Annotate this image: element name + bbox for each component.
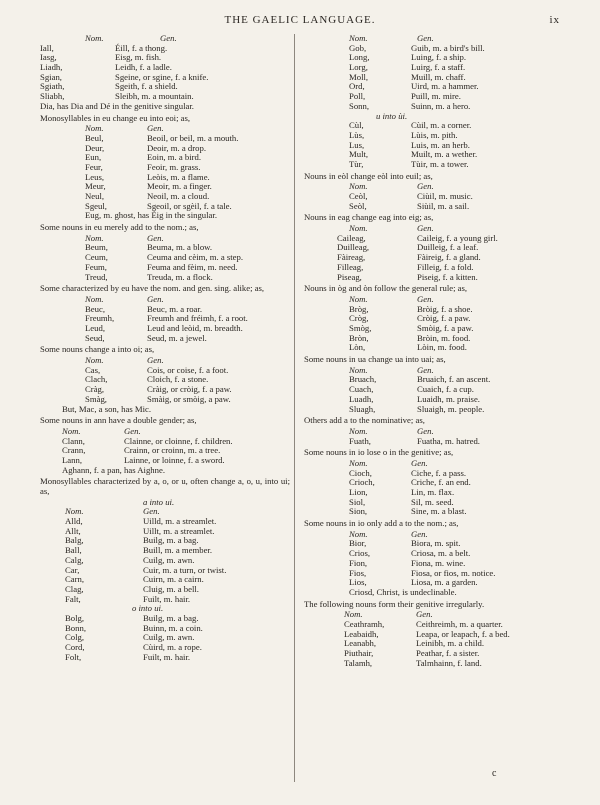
noun-row bbox=[40, 273, 290, 283]
nominative-heading: Nom. bbox=[349, 293, 368, 304]
genitive-form: Cois, or coise, f. a foot. bbox=[147, 364, 229, 375]
nominative-form: Allt, bbox=[65, 525, 81, 536]
genitive-form: Fàireig, f. a gland. bbox=[417, 252, 481, 263]
noun-row bbox=[40, 334, 290, 344]
genitive-form: Fiosa, or fios, m. notice. bbox=[411, 567, 496, 578]
nominative-form: Seud, bbox=[85, 332, 105, 343]
genitive-heading: Gen. bbox=[143, 506, 160, 517]
noun-row bbox=[304, 405, 566, 415]
genitive-form: Muilt, m. a wether. bbox=[411, 149, 478, 160]
genitive-form: Criche, f. an end. bbox=[411, 477, 471, 488]
genitive-form: Clainne, or cloinne, f. children. bbox=[124, 435, 233, 446]
nominative-form: Lorg, bbox=[349, 62, 368, 73]
genitive-form: Uird, m. a hammer. bbox=[411, 81, 479, 92]
rule-paragraph: Some nouns in eu merely add to the nom.; as, bbox=[40, 222, 199, 233]
nominative-form: Cràg, bbox=[85, 384, 105, 395]
genitive-form: Cuirn, m. a cairn. bbox=[143, 574, 204, 585]
noun-row bbox=[304, 343, 566, 353]
genitive-form: Fuilt, m. hair. bbox=[143, 593, 191, 604]
running-title: THE GAELIC LANGUAGE. bbox=[224, 14, 376, 26]
genitive-form: Leud and leòid, m. breadth. bbox=[147, 322, 243, 333]
nominative-form: Fuath, bbox=[349, 435, 371, 446]
genitive-heading: Gen. bbox=[417, 293, 434, 304]
nominative-form: Cioch, bbox=[349, 467, 372, 478]
genitive-form: Beuma, m. a blow. bbox=[147, 242, 213, 253]
genitive-form: Fiona, m. wine. bbox=[411, 557, 466, 568]
nominative-form: Smòg, bbox=[349, 322, 372, 333]
genitive-form: Neoil, m. a cloud. bbox=[147, 191, 210, 202]
genitive-form: Uilld, m. a streamlet. bbox=[143, 516, 217, 527]
nominative-form: Iasg, bbox=[40, 52, 57, 63]
nominative-form: Lios, bbox=[349, 577, 367, 588]
nominative-form: Lion, bbox=[349, 487, 368, 498]
genitive-form: Builg, m. a bag. bbox=[143, 535, 199, 546]
rule-paragraph: Some nouns in ua change ua into uai; as, bbox=[304, 354, 446, 365]
nominative-form: Moll, bbox=[349, 71, 369, 82]
nominative-form: Colg, bbox=[65, 632, 85, 643]
nominative-form: Ceathramh, bbox=[344, 619, 385, 629]
genitive-form: Cuilg, m. awn. bbox=[143, 554, 195, 565]
genitive-form: Bròig, f. a shoe. bbox=[417, 303, 473, 314]
genitive-form: Leòis, m. a flame. bbox=[147, 171, 210, 182]
genitive-form: Sgeoil, or sgèil, f. a tale. bbox=[147, 200, 232, 211]
genitive-form: Filleig, f. a fold. bbox=[417, 261, 474, 272]
genitive-form: Deoir, m. a drop. bbox=[147, 142, 207, 153]
nominative-heading: Nom. bbox=[349, 528, 368, 539]
genitive-form: Buinn, m. a coin. bbox=[143, 622, 203, 633]
genitive-heading: Gen. bbox=[147, 355, 164, 366]
genitive-form: Caileig, f. a young girl. bbox=[417, 232, 498, 243]
genitive-form: Ceithreimh, m. a quarter. bbox=[416, 619, 503, 629]
nominative-form: Treud, bbox=[85, 271, 108, 282]
genitive-form: Leinibh, m. a child. bbox=[416, 638, 485, 649]
signature-mark: c bbox=[492, 768, 497, 779]
nominative-form: Clach, bbox=[85, 374, 108, 385]
left-column bbox=[40, 34, 290, 662]
genitive-form: Meoir, m. a finger. bbox=[147, 181, 212, 192]
nominative-form: Cord, bbox=[65, 642, 85, 653]
genitive-form: Muill, m. chaff. bbox=[411, 71, 466, 82]
genitive-heading: Gen. bbox=[411, 528, 428, 539]
note-line: Aghann, f. a pan, has Aighne. bbox=[62, 464, 166, 475]
nominative-form: Cròg, bbox=[349, 313, 369, 324]
nominative-form: Bolg, bbox=[65, 612, 85, 623]
genitive-heading: Gen. bbox=[417, 364, 434, 375]
genitive-form: Eisg, m. fish. bbox=[115, 52, 162, 63]
nominative-form: Ceum, bbox=[85, 252, 108, 263]
nominative-form: Bruach, bbox=[349, 374, 377, 385]
genitive-heading: Gen. bbox=[147, 293, 164, 304]
genitive-form: Piseig, f. a kitten. bbox=[417, 271, 478, 282]
genitive-form: Lin, m. flax. bbox=[411, 487, 455, 498]
nominative-form: Beum, bbox=[85, 242, 108, 253]
nominative-heading: Nom. bbox=[85, 232, 104, 243]
nominative-form: Liadh, bbox=[40, 62, 63, 73]
genitive-form: Smàig, or smòig, a paw. bbox=[147, 393, 231, 404]
genitive-heading: Gen. bbox=[416, 609, 433, 620]
rule-paragraph: The following nouns form their genitive irregularly. bbox=[304, 598, 485, 609]
genitive-form: Sluaigh, m. people. bbox=[417, 403, 485, 414]
nominative-form: Fàireag, bbox=[337, 252, 366, 263]
noun-row bbox=[304, 102, 566, 112]
nominative-heading: Nom. bbox=[344, 609, 363, 620]
nominative-form: Filleag, bbox=[337, 261, 364, 272]
noun-row bbox=[40, 595, 290, 605]
genitive-form: Tùir, m. a tower. bbox=[411, 158, 469, 169]
genitive-form: Sgeith, f. a shield. bbox=[115, 81, 178, 92]
genitive-form: Cloich, f. a stone. bbox=[147, 374, 209, 385]
genitive-form: Cluig, m. a bell. bbox=[143, 583, 199, 594]
nominative-heading: Nom. bbox=[349, 425, 368, 436]
genitive-form: Buill, m. a member. bbox=[143, 545, 213, 556]
genitive-form: Biora, m. spit. bbox=[411, 538, 461, 549]
genitive-heading: Gen. bbox=[417, 425, 434, 436]
nominative-form: Leus, bbox=[85, 171, 105, 182]
nominative-form: Crann, bbox=[62, 445, 86, 456]
genitive-form: Sgeine, or sgine, f. a knife. bbox=[115, 71, 209, 82]
genitive-form: Cràig, or cròig, f. a paw. bbox=[147, 384, 232, 395]
subsection-heading: o into ui. bbox=[132, 603, 164, 614]
genitive-heading: Gen. bbox=[417, 223, 434, 234]
genitive-form: Cuaich, f. a cup. bbox=[417, 384, 474, 395]
nominative-form: Luadh, bbox=[349, 393, 374, 404]
nominative-form: Mult, bbox=[349, 149, 369, 160]
nominative-form: Sluagh, bbox=[349, 403, 376, 414]
genitive-form: Ciche, f. a pass. bbox=[411, 467, 467, 478]
nominative-form: Ball, bbox=[65, 545, 82, 556]
genitive-form: Lùis, m. pith. bbox=[411, 129, 458, 140]
genitive-heading: Gen. bbox=[411, 457, 428, 468]
genitive-heading: Gen. bbox=[160, 33, 177, 43]
rule-paragraph: Some characterized by eu have the nom. and gen. sing. alike; as, bbox=[40, 283, 265, 294]
nominative-form: Falt, bbox=[65, 593, 81, 604]
genitive-form: Talmhainn, f. land. bbox=[416, 657, 482, 668]
nominative-form: Lann, bbox=[62, 454, 83, 465]
genitive-form: Luis, m. an herb. bbox=[411, 139, 470, 150]
nominative-form: Talamh, bbox=[344, 657, 373, 668]
genitive-form: Fuilt, m. hair. bbox=[143, 651, 191, 662]
nominative-form: Clag, bbox=[65, 583, 84, 594]
genitive-form: Feuma and fèim, m. need. bbox=[147, 261, 238, 272]
genitive-form: Bruaich, f. an ascent. bbox=[417, 374, 491, 385]
nominative-form: Piuthair, bbox=[344, 648, 374, 659]
nominative-form: Bròn, bbox=[349, 332, 369, 343]
nominative-form: Siol, bbox=[349, 496, 366, 507]
genitive-form: Lòin, m. food. bbox=[417, 342, 467, 353]
nominative-form: Sgeul, bbox=[85, 200, 107, 211]
nominative-form: Bior, bbox=[349, 538, 367, 549]
note-line: But, Mac, a son, has Mic. bbox=[62, 403, 152, 414]
nominative-heading: Nom. bbox=[85, 293, 104, 304]
nominative-form: Freumh, bbox=[85, 313, 115, 324]
genitive-form: Luing, f. a ship. bbox=[411, 52, 467, 63]
nominative-form: Sliabh, bbox=[40, 91, 65, 102]
nominative-heading: Nom. bbox=[349, 457, 368, 468]
noun-row bbox=[304, 437, 566, 447]
genitive-form: Puill, m. mire. bbox=[411, 91, 461, 102]
nominative-form: Clann, bbox=[62, 435, 85, 446]
nominative-form: Leanabh, bbox=[344, 638, 377, 649]
nominative-heading: Nom. bbox=[349, 364, 368, 375]
nominative-heading: Nom. bbox=[85, 123, 104, 134]
nominative-form: Leabaidh, bbox=[344, 628, 379, 639]
genitive-form: Guib, m. a bird's bill. bbox=[411, 42, 485, 53]
rule-paragraph: Nouns in eag change eag into eig; as, bbox=[304, 212, 434, 223]
right-column bbox=[304, 34, 566, 668]
noun-row bbox=[304, 273, 566, 283]
nominative-form: Lòn, bbox=[349, 342, 366, 353]
nominative-form: Duilleag, bbox=[337, 242, 370, 253]
genitive-form: Builg, m. a bag. bbox=[143, 612, 199, 623]
genitive-heading: Gen. bbox=[124, 425, 141, 436]
nominative-form: Lùs, bbox=[349, 129, 365, 140]
rule-paragraph: Some nouns in io only add a to the nom.; as, bbox=[304, 518, 459, 529]
nominative-form: Leud, bbox=[85, 322, 106, 333]
genitive-form: Sil, m. seed. bbox=[411, 496, 454, 507]
nominative-form: Meur, bbox=[85, 181, 106, 192]
genitive-form: Cròig, f. a paw. bbox=[417, 313, 471, 324]
nominative-heading: Nom. bbox=[349, 33, 368, 43]
nominative-form: Iall, bbox=[40, 42, 54, 53]
nominative-form: Sion, bbox=[349, 506, 368, 517]
rule-paragraph: Some nouns in io lose o in the genitive; as, bbox=[304, 447, 454, 458]
nominative-form: Sonn, bbox=[349, 100, 370, 111]
nominative-form: Car, bbox=[65, 564, 80, 575]
genitive-form: Éill, f. a thong. bbox=[115, 42, 168, 53]
nominative-form: Sgiath, bbox=[40, 81, 65, 92]
nominative-form: Sgian, bbox=[40, 71, 62, 82]
genitive-heading: Gen. bbox=[147, 232, 164, 243]
subsection-heading: u into ùi. bbox=[376, 110, 408, 121]
genitive-form: Criosa, m. a belt. bbox=[411, 548, 471, 559]
nominative-form: Gob, bbox=[349, 42, 367, 53]
genitive-form: Ciùil, m. music. bbox=[417, 191, 473, 202]
nominative-form: Feum, bbox=[85, 261, 107, 272]
note-line: Criosd, Christ, is undeclinable. bbox=[349, 586, 457, 597]
genitive-form: Cuir, m. a turn, or twist. bbox=[143, 564, 227, 575]
genitive-form: Luirg, f. a staff. bbox=[411, 62, 466, 73]
genitive-form: Sine, m. a blast. bbox=[411, 506, 467, 517]
column-rule bbox=[294, 34, 295, 782]
genitive-form: Peathar, f. a sister. bbox=[416, 648, 480, 659]
noun-row bbox=[40, 653, 290, 663]
nominative-form: Smàg, bbox=[85, 393, 107, 404]
genitive-form: Freumh and fréimh, f. a root. bbox=[147, 313, 248, 324]
subsection-heading: a into ui. bbox=[143, 496, 175, 507]
nominative-form: Feur, bbox=[85, 161, 103, 172]
nominative-form: Cas, bbox=[85, 364, 101, 375]
nominative-form: Balg, bbox=[65, 535, 84, 546]
genitive-form: Treuda, m. a flock. bbox=[147, 271, 213, 282]
nominative-form: Fios, bbox=[349, 567, 367, 578]
genitive-form: Smòig, f. a paw. bbox=[417, 322, 474, 333]
nominative-heading: Nom. bbox=[65, 506, 84, 517]
genitive-form: Beoil, or beil, m. a mouth. bbox=[147, 132, 239, 143]
rule-paragraph: Monosyllables characterized by a, o, or u, often change a, o, u, into ui; as, bbox=[40, 476, 290, 497]
genitive-heading: Gen. bbox=[417, 33, 434, 43]
rule-paragraph: Monosyllables in eu change eu into eoi; as, bbox=[40, 112, 191, 123]
nominative-form: Ceòl, bbox=[349, 191, 368, 202]
nominative-heading: Nom. bbox=[85, 33, 104, 43]
nominative-form: Fion, bbox=[349, 557, 368, 568]
genitive-form: Cùird, m. a rope. bbox=[143, 642, 202, 653]
nominative-form: Carn, bbox=[65, 574, 85, 585]
genitive-form: Duilleig, f. a leaf. bbox=[417, 242, 479, 253]
rule-paragraph: Others add a to the nominative; as, bbox=[304, 415, 425, 426]
genitive-form: Ceuma and cèim, m. a step. bbox=[147, 252, 244, 263]
genitive-form: Suinn, m. a hero. bbox=[411, 100, 471, 111]
nominative-heading: Nom. bbox=[349, 181, 368, 192]
nominative-heading: Nom. bbox=[349, 223, 368, 234]
nominative-form: Crios, bbox=[349, 548, 370, 559]
noun-row bbox=[40, 44, 290, 54]
nominative-form: Seòl, bbox=[349, 200, 367, 211]
genitive-form: Crainn, or croinn, m. a tree. bbox=[124, 445, 221, 456]
nominative-form: Beuc, bbox=[85, 303, 106, 314]
genitive-form: Lainne, or loinne, f. a sword. bbox=[124, 454, 225, 465]
genitive-heading: Gen. bbox=[147, 123, 164, 134]
nominative-form: Lus, bbox=[349, 139, 365, 150]
genitive-form: Siùil, m. a sail. bbox=[417, 200, 470, 211]
genitive-form: Fuatha, m. hatred. bbox=[417, 435, 480, 446]
genitive-heading: Gen. bbox=[417, 181, 434, 192]
nominative-form: Bròg, bbox=[349, 303, 369, 314]
nominative-form: Poll, bbox=[349, 91, 366, 102]
nominative-form: Alld, bbox=[65, 516, 83, 527]
rule-paragraph: Nouns in eòl change eòl into euil; as, bbox=[304, 170, 433, 181]
genitive-form: Sleibh, m. a mountain. bbox=[115, 91, 194, 102]
noun-row bbox=[304, 507, 566, 517]
genitive-form: Seud, m. a jewel. bbox=[147, 332, 207, 343]
nominative-form: Calg, bbox=[65, 554, 84, 565]
nominative-heading: Nom. bbox=[62, 425, 81, 436]
note-line: Eug, m. ghost, has Èig in the singular. bbox=[85, 210, 217, 221]
note-line: Dia, has Dia and Dé in the genitive singular. bbox=[40, 100, 194, 111]
nominative-form: Tùr, bbox=[349, 158, 364, 169]
genitive-form: Luaidh, m. praise. bbox=[417, 393, 480, 404]
rule-paragraph: Some nouns in ann have a double gender; as, bbox=[40, 415, 197, 426]
nominative-form: Long, bbox=[349, 52, 370, 63]
nominative-form: Deur, bbox=[85, 142, 105, 153]
nominative-form: Piseag, bbox=[337, 271, 362, 282]
genitive-form: Cùil, m. a corner. bbox=[411, 120, 472, 131]
nominative-form: Folt, bbox=[65, 651, 82, 662]
nominative-form: Bonn, bbox=[65, 622, 86, 633]
genitive-form: Feoir, m. grass. bbox=[147, 161, 201, 172]
nominative-form: Caileag, bbox=[337, 232, 366, 243]
nominative-form: Neul, bbox=[85, 191, 105, 202]
genitive-form: Leapa, or leapach, f. a bed. bbox=[416, 628, 510, 639]
nominative-form: Ord, bbox=[349, 81, 365, 92]
nominative-form: Eun, bbox=[85, 152, 102, 163]
genitive-form: Bròin, m. food. bbox=[417, 332, 471, 343]
noun-row bbox=[304, 659, 566, 669]
genitive-form: Eoin, m. a bird. bbox=[147, 152, 202, 163]
genitive-form: Uillt, m. a streamlet. bbox=[143, 525, 215, 536]
genitive-form: Cuilg, m. awn. bbox=[143, 632, 195, 643]
genitive-form: Leidh, f. a ladle. bbox=[115, 62, 172, 73]
nominative-form: Cuach, bbox=[349, 384, 374, 395]
page-number: ix bbox=[549, 14, 560, 26]
rule-paragraph: Nouns in òg and òn follow the general rule; as, bbox=[304, 283, 468, 294]
nominative-form: Beul, bbox=[85, 132, 104, 143]
rule-paragraph: Some nouns change a into oi; as, bbox=[40, 344, 155, 355]
genitive-form: Beuc, m. a roar. bbox=[147, 303, 203, 314]
noun-row bbox=[304, 160, 566, 170]
nominative-heading: Nom. bbox=[85, 355, 104, 366]
nominative-form: Cùl, bbox=[349, 120, 364, 131]
noun-row bbox=[304, 202, 566, 212]
genitive-form: Liosa, m. a garden. bbox=[411, 577, 478, 588]
nominative-form: Crioch, bbox=[349, 477, 375, 488]
